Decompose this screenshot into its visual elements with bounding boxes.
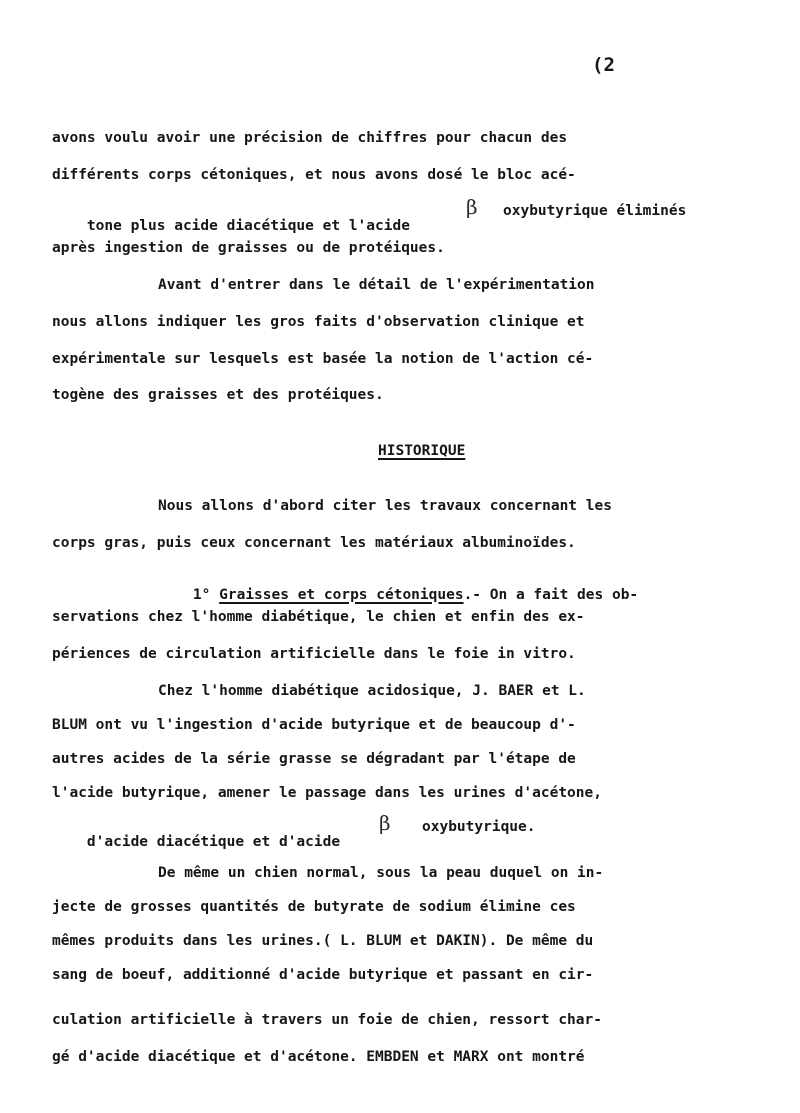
text-line: périences de circulation artificielle dans le foie in vitro. xyxy=(52,646,576,662)
subsection-title: Graisses et corps cétoniques xyxy=(219,586,464,603)
text-line: différents corps cétoniques, et nous avons dosé le bloc acé- xyxy=(52,167,576,183)
text-line: servations chez l'homme diabétique, le chien et enfin des ex- xyxy=(52,609,585,625)
text-line: culation artificielle à travers un foie de chien, ressort char- xyxy=(52,1012,602,1028)
text-line: après ingestion de graisses ou de protéiques. xyxy=(52,240,445,256)
page-number: (2 xyxy=(592,54,615,76)
text-line: avons voulu avoir une précision de chiffres pour chacun des xyxy=(52,130,568,146)
text-line xyxy=(52,820,340,864)
text-segment: tone plus acide diacétique et l'acide xyxy=(86,217,410,234)
text-line: togène des graisses et des protéiques. xyxy=(52,387,384,403)
text-segment: oxybutyrique éliminés xyxy=(503,203,687,219)
text-line: autres acides de la série grasse se dégradant par l'étape de xyxy=(52,751,576,767)
text-line: sang de boeuf, additionné d'acide butyrique et passant en cir- xyxy=(52,967,594,983)
beta-symbol: β xyxy=(379,811,391,835)
text-line: mêmes produits dans les urines.( L. BLUM et DAKIN). De même du xyxy=(52,933,594,949)
text-line: De même un chien normal, sous la peau duquel on in- xyxy=(158,865,604,881)
text-segment: .- On a fait des ob- xyxy=(463,586,639,603)
text-line: Avant d'entrer dans le détail de l'expérimentation xyxy=(158,277,595,293)
text-line: gé d'acide diacétique et d'acétone. EMBDEN et MARX ont montré xyxy=(52,1049,585,1065)
text-line: l'acide butyrique, amener le passage dans les urines d'acétone, xyxy=(52,785,602,801)
text-line: BLUM ont vu l'ingestion d'acide butyrique et de beaucoup d'- xyxy=(52,717,576,733)
text-line: nous allons indiquer les gros faits d'observation clinique et xyxy=(52,314,585,330)
text-line: Nous allons d'abord citer les travaux concernant les xyxy=(158,498,612,514)
text-line: jecte de grosses quantités de butyrate de sodium élimine ces xyxy=(52,899,576,915)
text-segment: d'acide diacétique et d'acide xyxy=(86,833,341,850)
text-line: Chez l'homme diabétique acidosique, J. BAER et L. xyxy=(158,683,586,699)
text-line: corps gras, puis ceux concernant les matériaux albuminoïdes. xyxy=(52,535,576,551)
section-heading: HISTORIQUE xyxy=(378,443,466,459)
beta-symbol: β xyxy=(466,195,478,219)
text-line: expérimentale sur lesquels est basée la notion de l'action cé- xyxy=(52,351,594,367)
list-marker: 1° xyxy=(192,586,220,603)
text-segment: oxybutyrique. xyxy=(422,819,536,835)
